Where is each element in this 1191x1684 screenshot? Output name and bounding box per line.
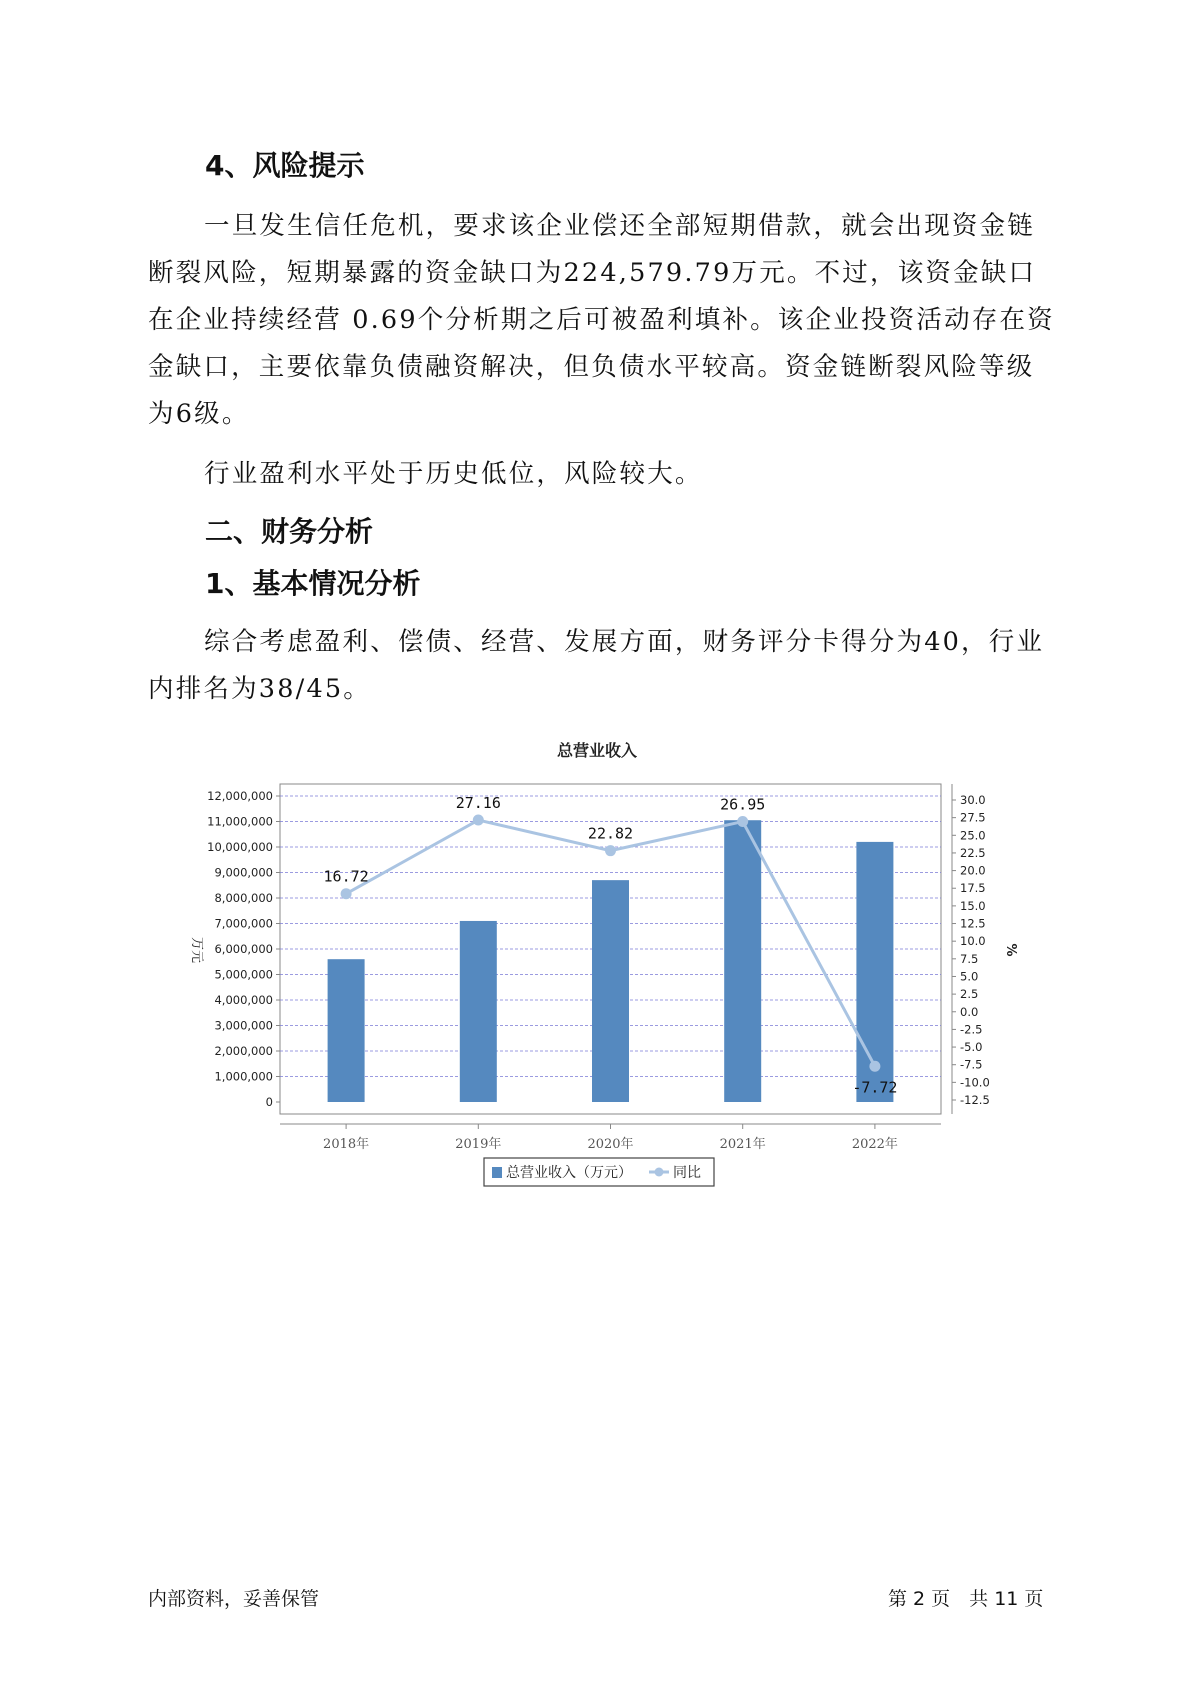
y-axis-ticks bbox=[207, 789, 280, 1109]
x-tick-label: 2022年 bbox=[851, 1137, 898, 1152]
yoy-point bbox=[605, 845, 616, 856]
chart-title: 总营业收入 bbox=[556, 741, 638, 760]
y2-tick-label: 17.5 bbox=[960, 881, 986, 896]
y2-tick-label: -7.5 bbox=[960, 1057, 983, 1072]
y2-tick-label: 12.5 bbox=[960, 916, 986, 931]
revenue-bar bbox=[328, 959, 365, 1102]
y2-tick-label: 20.0 bbox=[960, 863, 986, 878]
y2-tick-label: 30.0 bbox=[960, 793, 986, 807]
y-tick-label: 0 bbox=[265, 1095, 273, 1109]
y2-tick-label: 0.0 bbox=[960, 1004, 979, 1019]
y2-axis-ticks bbox=[952, 793, 990, 1107]
y-tick-label: 11,000,000 bbox=[207, 814, 273, 829]
yoy-point bbox=[473, 815, 484, 826]
x-tick-label: 2019年 bbox=[455, 1137, 502, 1152]
y-axis-label: 万元 bbox=[189, 936, 204, 964]
finance-heading: 二、财务分析 bbox=[205, 515, 374, 548]
y2-tick-label: 7.5 bbox=[960, 951, 979, 966]
yoy-data-label: 22.82 bbox=[587, 824, 634, 843]
y2-tick-label: 5.0 bbox=[960, 969, 979, 984]
revenue-bar bbox=[724, 820, 761, 1102]
yoy-data-label: -7.72 bbox=[852, 1078, 898, 1097]
y2-tick-label: -5.0 bbox=[960, 1040, 983, 1055]
y2-tick-label: -2.5 bbox=[960, 1022, 983, 1037]
y-tick-label: 2,000,000 bbox=[214, 1044, 273, 1058]
yoy-data-label: 26.95 bbox=[720, 795, 766, 814]
y2-tick-label: 25.0 bbox=[960, 828, 986, 843]
yoy-data-label: 16.72 bbox=[323, 867, 369, 886]
revenue-bar bbox=[592, 880, 629, 1102]
y-tick-label: 10,000,000 bbox=[207, 840, 273, 854]
y-tick-label: 7,000,000 bbox=[214, 916, 273, 931]
y-tick-label: 4,000,000 bbox=[214, 993, 273, 1007]
y2-tick-label: -10.0 bbox=[960, 1075, 990, 1090]
risk-paragraph-2: 行业盈利水平处于历史低位，风险较大。 bbox=[204, 459, 703, 489]
y2-tick-label: 27.5 bbox=[960, 810, 986, 825]
x-tick-label: 2018年 bbox=[323, 1137, 370, 1152]
y-tick-label: 9,000,000 bbox=[214, 865, 273, 880]
revenue-bar bbox=[460, 921, 497, 1102]
yoy-point bbox=[737, 816, 748, 827]
y-tick-label: 1,000,000 bbox=[214, 1069, 273, 1084]
y2-tick-label: 10.0 bbox=[960, 934, 986, 949]
legend-line-marker bbox=[655, 1168, 664, 1177]
legend bbox=[484, 1158, 714, 1186]
y2-tick-label: 22.5 bbox=[960, 845, 986, 860]
y2-tick-label: 2.5 bbox=[960, 987, 979, 1002]
x-tick-label: 2020年 bbox=[587, 1137, 634, 1152]
y2-tick-label: -12.5 bbox=[960, 1093, 990, 1107]
risk-paragraph-1: 一旦发生信任危机，要求该企业偿还全部短期借款，就会出现资金链断裂风险，短期暴露的资金缺口为224,579.79万元。不过，该资金缺口在企业持续经营 0.69个分析期之后可被盈利填补。该企业投资活动存在资金缺口，主要依靠负债融资解决，但负债水平较高。资金链断裂风险等级为6级。 bbox=[148, 211, 1055, 429]
yoy-point bbox=[341, 888, 352, 899]
legend-bar-label: 总营业收入（万元） bbox=[506, 1165, 632, 1181]
y-tick-label: 8,000,000 bbox=[214, 891, 273, 905]
y-tick-label: 6,000,000 bbox=[214, 942, 273, 956]
y2-tick-label: 15.0 bbox=[960, 898, 986, 913]
x-axis-ticks bbox=[323, 1124, 898, 1152]
footer-confidential: 内部资料，妥善保管 bbox=[148, 1588, 320, 1610]
legend-bar-swatch bbox=[492, 1167, 502, 1178]
yoy-data-label: 27.16 bbox=[455, 794, 501, 813]
legend-line-label: 同比 bbox=[673, 1165, 701, 1181]
y-tick-label: 12,000,000 bbox=[207, 789, 273, 803]
x-tick-label: 2021年 bbox=[719, 1137, 766, 1152]
y-tick-label: 3,000,000 bbox=[214, 1018, 273, 1033]
basic-paragraph: 综合考虑盈利、偿债、经营、发展方面，财务评分卡得分为40，行业内排名为38/45。 bbox=[148, 627, 1045, 704]
risk-heading: 4、风险提示 bbox=[205, 149, 365, 182]
revenue-chart bbox=[0, 730, 1191, 1200]
yoy-point bbox=[869, 1061, 880, 1072]
y-tick-label: 5,000,000 bbox=[214, 967, 273, 982]
basic-heading: 1、基本情况分析 bbox=[205, 567, 421, 600]
y2-axis-label: % bbox=[1003, 943, 1018, 957]
footer-page-number: 第 2 页 共 11 页 bbox=[888, 1588, 1044, 1610]
